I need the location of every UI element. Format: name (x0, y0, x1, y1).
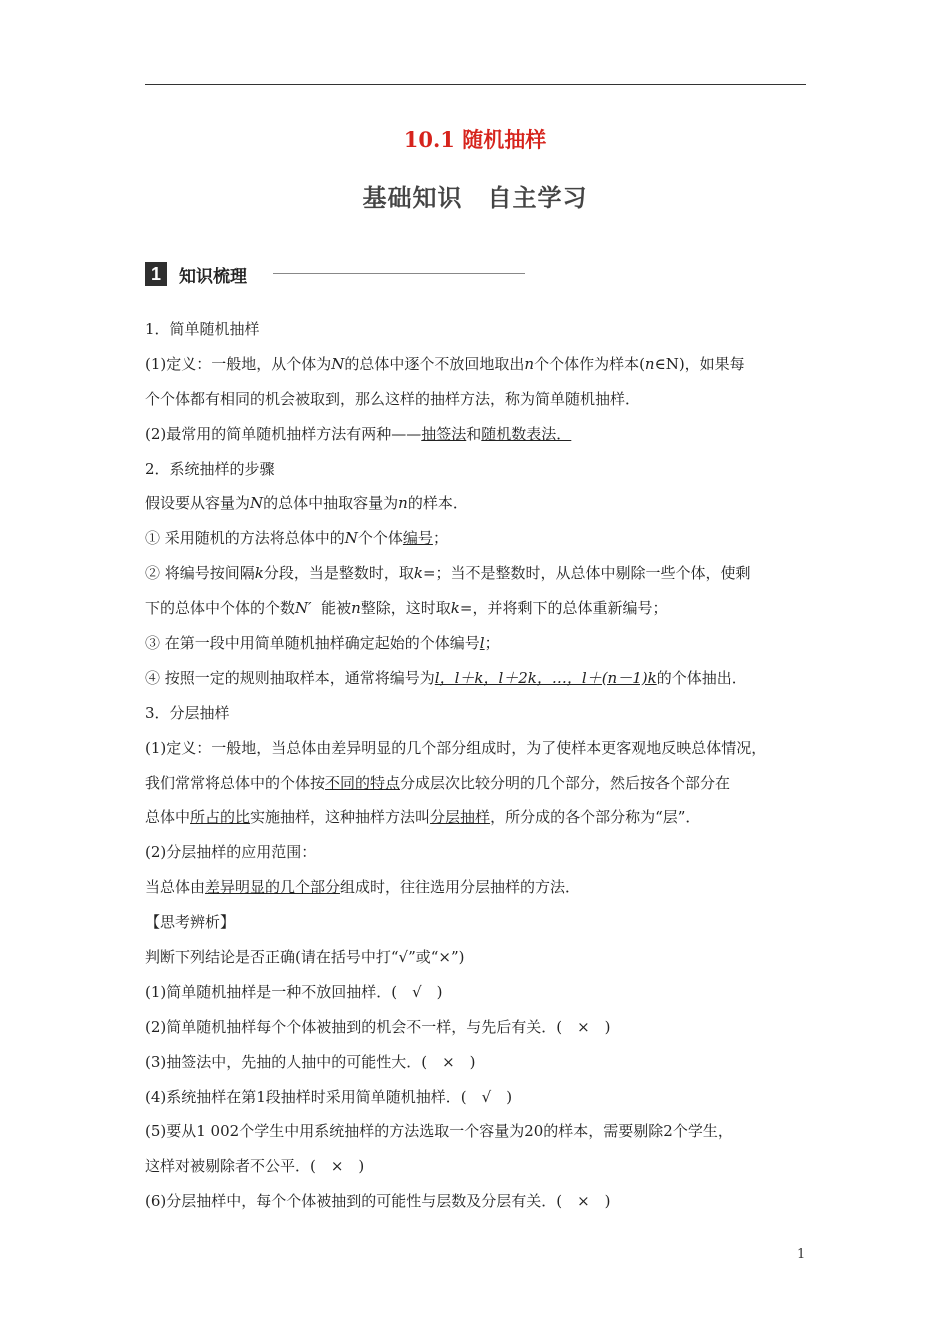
paragraph-line: 假设要从容量为N的总体中抽取容量为n的样本． (145, 494, 468, 513)
answer-blank: 随机数表法． (481, 424, 572, 443)
page-number: 1 (797, 1247, 806, 1262)
paragraph-line: ② 将编号按间隔k分段，当是整数时，取k=；当不是整数时，从总体中剔除一些个体，使剩 (145, 564, 751, 583)
paragraph-line: 我们常常将总体中的个体按不同的特点分成层次比较分明的几个部分，然后按各个部分在 (145, 773, 731, 792)
judgement-item: (4)系统抽样在第1段抽样时采用简单随机抽样．( √ ) (145, 1087, 513, 1106)
paragraph-line: 当总体由差异明显的几个部分组成时，往往选用分层抽样的方法． (145, 878, 581, 897)
answer-blank: 所占的比 (190, 808, 251, 827)
paragraph-line: (1)定义：一般地，从个体为N的总体中逐个不放回地取出n个个体作为样本(n∈N)，如果每 (145, 354, 745, 373)
paragraph-line: 总体中所占的比实施抽样，这种抽样方法叫分层抽样，所分成的各个部分称为“层”． (145, 808, 701, 827)
judgement-item: (3)抽签法中，先抽的人抽中的可能性大．( × ) (145, 1052, 476, 1071)
judgement-item: (1)简单随机抽样是一种不放回抽样．( √ ) (145, 982, 443, 1001)
answer-blank: 抽签法 (421, 424, 467, 443)
heading-systematic-sampling: 2．系统抽样的步骤 (145, 459, 275, 478)
paragraph-line: (2)最常用的简单随机抽样方法有两种——抽签法和随机数表法． (145, 424, 572, 443)
document-body (145, 316, 810, 1223)
answer-blank: 不同的特点 (325, 773, 401, 792)
section-divider (273, 273, 525, 274)
section-label: 知识梳理 (179, 266, 247, 286)
section-number-badge: 1 (145, 262, 167, 286)
judgement-item: (5)要从1 002个学生中用系统抽样的方法选取一个容量为20的样本，需要剔除2个学生， (145, 1122, 733, 1141)
paragraph-line: ① 采用随机的方法将总体中的N个个体编号； (145, 529, 448, 548)
answer-blank: 分层抽样 (430, 808, 491, 827)
heading-stratified-sampling: 3．分层抽样 (145, 703, 230, 722)
heading-think-analysis: 【思考辨析】 (145, 913, 236, 932)
judgement-item: (2)简单随机抽样每个个体被抽到的机会不一样，与先后有关．( × ) (145, 1017, 611, 1036)
paragraph-line: ③ 在第一段中用简单随机抽样确定起始的个体编号l； (145, 634, 500, 653)
answer-blank: 差异明显的几个部分 (205, 878, 341, 897)
paragraph-line: (1)定义：一般地，当总体由差异明显的几个部分组成时，为了使样本更客观地反映总体情况， (145, 738, 767, 757)
paragraph-line: 下的总体中个体的个数N′ 能被n整除，这时取k=，并将剩下的总体重新编号； (145, 599, 668, 618)
lesson-title: 10.1 随机抽样 (403, 127, 547, 152)
judgement-item: (6)分层抽样中，每个个体被抽到的可能性与层数及分层有关．( × ) (145, 1192, 611, 1211)
paragraph-line: 判断下列结论是否正确(请在括号中打“√”或“×”) (145, 948, 465, 967)
heading-simple-random-sampling: 1．简单随机抽样 (145, 320, 260, 338)
answer-blank: l (479, 634, 485, 653)
section-banner (145, 262, 247, 286)
judgement-item-continued: 这样对被剔除者不公平．( × ) (145, 1157, 365, 1176)
paragraph-line: ④ 按照一定的规则抽取样本，通常将编号为l，l＋k，l＋2k，…，l＋(n－1)k的个体抽出． (145, 668, 747, 687)
answer-blank: 编号 (402, 529, 433, 548)
paragraph-line: (2)分层抽样的应用范围： (145, 843, 317, 862)
section-heading: 基础知识 自主学习 (362, 183, 588, 212)
header-rule (145, 84, 806, 85)
answer-blank: l，l＋k，l＋2k，…，l＋(n－1)k (434, 668, 657, 687)
paragraph-line: 个个体都有相同的机会被取到，那么这样的抽样方法，称为简单随机抽样． (145, 389, 641, 408)
